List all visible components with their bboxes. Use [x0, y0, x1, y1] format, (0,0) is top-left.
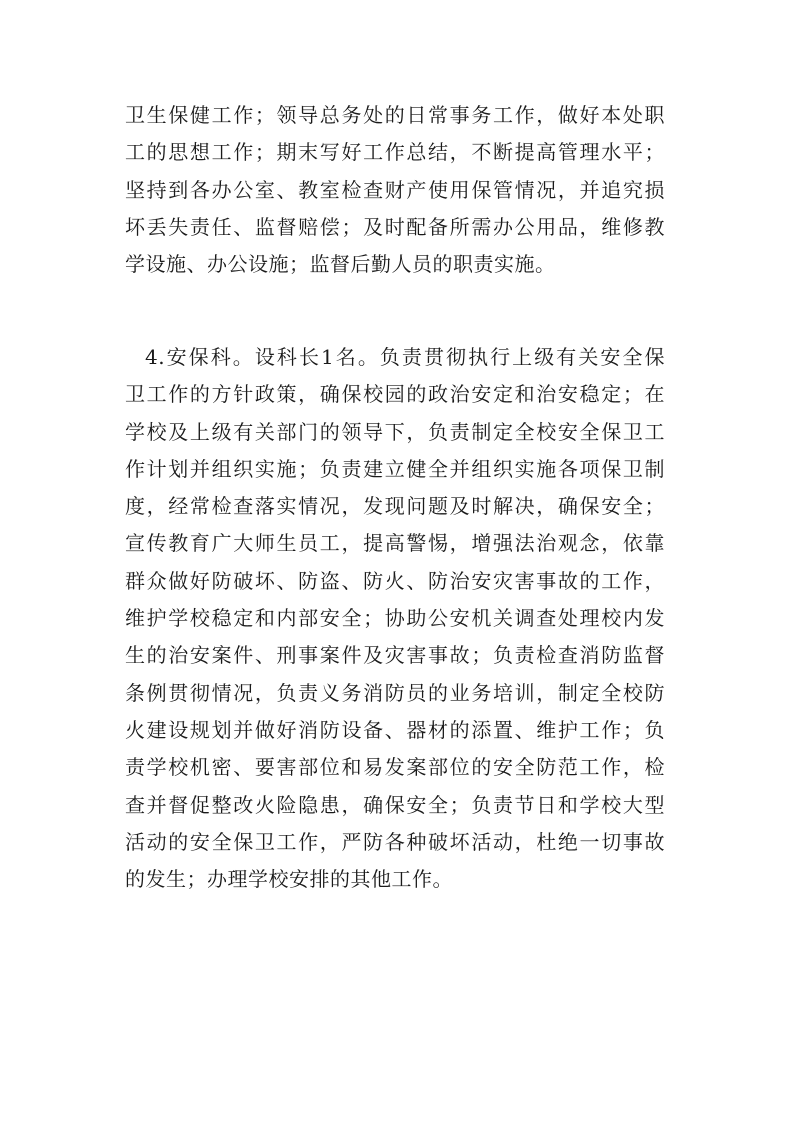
paragraph-line: 群众做好防破坏、防盗、防火、防治安灾害事故的工作，: [125, 568, 665, 593]
paragraph-line: 卫生保健工作；领导总务处的日常事务工作，做好本处职: [125, 103, 665, 127]
paragraph-line: 卫工作的方针政策，确保校园的政治安定和治安稳定；在: [125, 382, 665, 407]
paragraph-line: 作计划并组织实施；负责建立健全并组织实施各项保卫制: [125, 456, 665, 481]
paragraph-line: 学设施、办公设施；监督后勤人员的职责实施。: [125, 252, 556, 277]
paragraph-line: 条例贯彻情况，负责义务消防员的业务培训，制定全校防: [125, 680, 665, 705]
paragraph-line: 度，经常检查落实情况，发现问题及时解决，确保安全；: [125, 494, 665, 519]
paragraph-line: 坏丢失责任、监督赔偿；及时配备所需办公用品，维修教: [125, 214, 665, 239]
paragraph-security-section: [125, 339, 665, 898]
paragraph-line: 火建设规划并做好消防设备、器材的添置、维护工作；负: [125, 717, 665, 742]
paragraph-line: 学校及上级有关部门的领导下，负责制定全校安全保卫工: [125, 419, 665, 444]
paragraph-line: 4.安保科。设科长1名。负责贯彻执行上级有关安全保: [145, 345, 665, 369]
paragraph-line: 查并督促整改火险隐患，确保安全；负责节日和学校大型: [125, 792, 665, 817]
paragraph-line: 宣传教育广大师生员工，提高警惕，增强法治观念，依靠: [125, 531, 665, 556]
paragraph-line: 责学校机密、要害部位和易发案部位的安全防范工作，检: [125, 755, 665, 780]
paragraph-line: 维护学校稳定和内部安全；协助公安机关调查处理校内发: [125, 606, 665, 631]
paragraph-line: 活动的安全保卫工作，严防各种破坏活动，杜绝一切事故: [125, 829, 665, 854]
paragraph-line: 坚持到各办公室、教室检查财产使用保管情况，并追究损: [125, 177, 665, 202]
paragraph-line: 工的思想工作；期末写好工作总结，不断提高管理水平；: [125, 140, 665, 165]
paragraph-line: 的发生；办理学校安排的其他工作。: [125, 867, 453, 892]
paragraph-line: 生的治安案件、刑事案件及灾害事故；负责检查消防监督: [125, 643, 665, 668]
paragraph-general-affairs-continued: [125, 97, 665, 283]
